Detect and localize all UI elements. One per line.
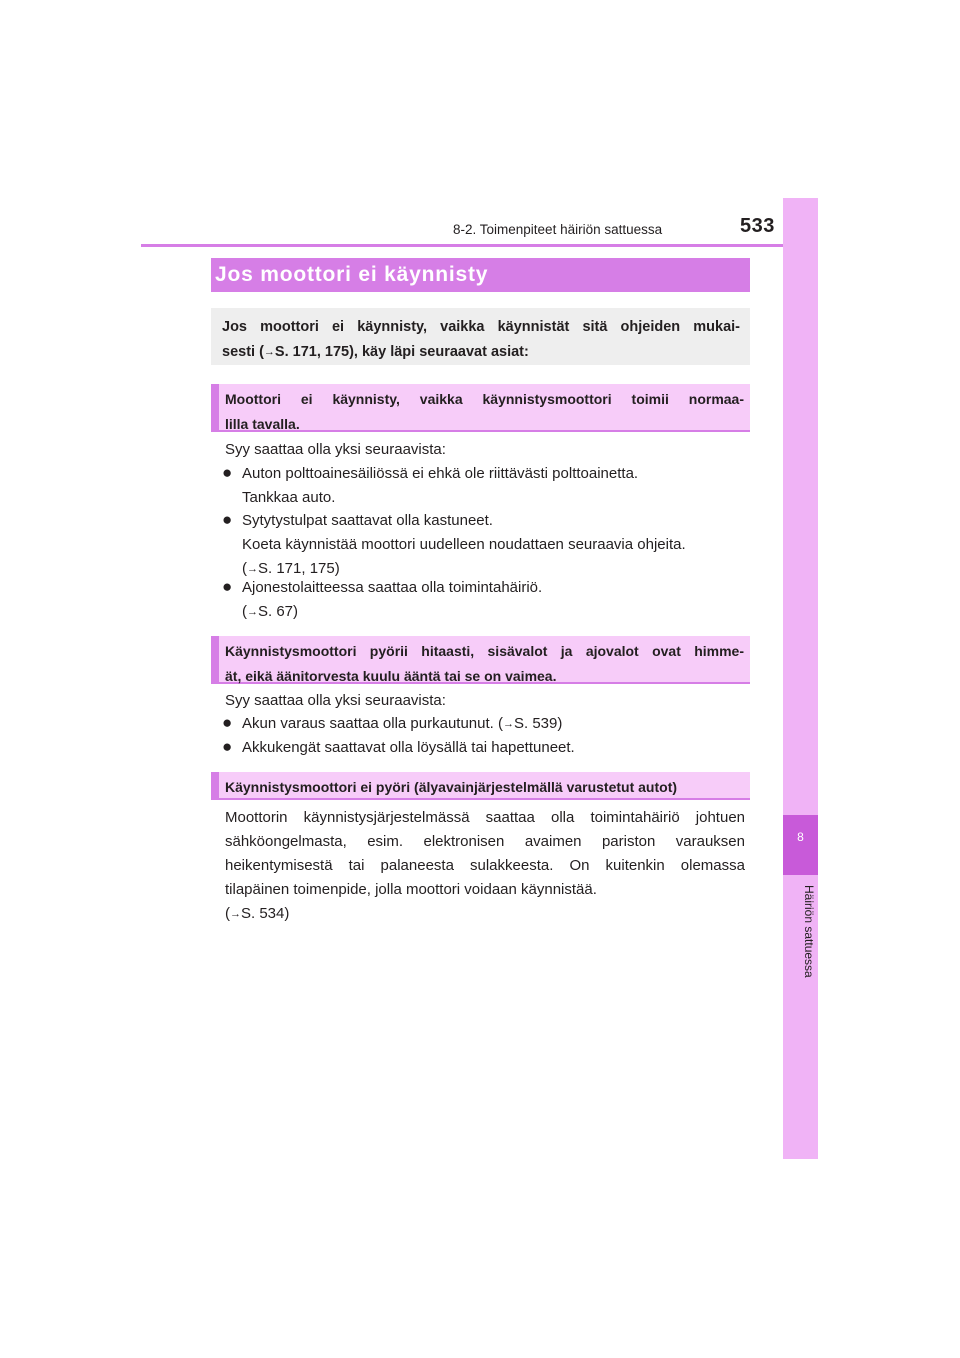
list-item <box>242 576 747 625</box>
section-heading-2 <box>211 636 750 684</box>
list-item: Akkukengät saattavat olla löysällä tai hapettuneet. <box>242 739 575 756</box>
list-item <box>242 712 747 737</box>
section-heading-3-line-1: Käynnistysmoottori ei pyöri (älyavainjärjestelmällä varustetut autot) <box>225 779 678 795</box>
section-title: 8-2. Toimenpiteet häiriön sattuessa <box>453 222 663 237</box>
page-reference[interactable]: (→S. 171, 175) <box>242 560 340 577</box>
bullet-icon: ● <box>222 713 233 732</box>
bullet-icon: ● <box>222 737 233 756</box>
reference-arrow-icon: → <box>263 346 275 358</box>
list-item-line: Tankkaa auto. <box>242 489 336 506</box>
list-item-text: Akun varaus saattaa olla purkautunut. ( <box>242 715 503 732</box>
list-item <box>242 509 747 582</box>
intro-line-2-prefix: sesti ( <box>222 344 264 360</box>
page-reference-text: S. 534) <box>241 905 290 922</box>
page-title: Jos moottori ei käynnisty <box>211 258 750 292</box>
section-heading-1-line-2: lilla tavalla. <box>225 416 300 432</box>
page-reference[interactable]: (→S. 534) <box>225 905 290 922</box>
section-heading-1-line-1: Moottori ei käynnisty, vaikka käynnistysmoottori toimii normaa- <box>225 391 744 407</box>
reference-arrow-icon: → <box>503 718 514 730</box>
list-item-line: Koeta käynnistää moottori uudelleen noudattaen seuraavia ohjeita. <box>242 536 686 553</box>
page-reference-text: S. 171, 175) <box>258 560 340 577</box>
header-divider <box>141 244 818 247</box>
section-heading-1 <box>211 384 750 432</box>
bullet-icon: ● <box>222 577 233 596</box>
intro-line-2 <box>222 340 740 366</box>
reference-arrow-icon: → <box>230 908 241 920</box>
list-item <box>242 462 747 510</box>
reference-arrow-icon: → <box>247 606 258 618</box>
paragraph-line: tilapäinen toimenpide, jolla moottori voidaan käynnistää. <box>225 881 597 898</box>
list-item-line: Sytytystulpat saattavat olla kastuneet. <box>242 512 493 529</box>
section-3-paragraph <box>225 806 745 927</box>
section-2-lead: Syy saattaa olla yksi seuraavista: <box>225 692 446 709</box>
page-reference-text: S. 67) <box>258 603 299 620</box>
intro-line-2-rest: S. 171, 175), käy läpi seuraavat asiat: <box>274 344 529 360</box>
page-number: 533 <box>740 215 775 237</box>
page-reference-text[interactable]: S. 539) <box>514 715 563 732</box>
paragraph-line: heikentymisestä tai palaneesta sulakkeesta. On kuitenkin olemassa <box>225 857 745 874</box>
section-heading-3 <box>211 772 750 800</box>
page-reference[interactable]: (→S. 67) <box>242 603 299 620</box>
section-heading-2-line-2: ät, eikä äänitorvesta kuulu ääntä tai se on vaimea. <box>225 668 557 684</box>
paragraph-line: Moottorin käynnistysjärjestelmässä saattaa olla toimintahäiriö johtuen <box>225 809 745 826</box>
chapter-side-tab <box>783 198 818 1159</box>
intro-box <box>211 308 750 365</box>
chapter-tab-active[interactable] <box>783 815 818 875</box>
paragraph-line: sähköongelmasta, esim. elektronisen avaimen pariston varauksen <box>225 833 745 850</box>
chapter-label: Häiriön sattuessa <box>802 885 816 978</box>
list-item-line: Ajonestolaitteessa saattaa olla toimintahäiriö. <box>242 579 543 596</box>
bullet-icon: ● <box>222 510 233 529</box>
section-heading-2-line-1: Käynnistysmoottori pyörii hitaasti, sisävalot ja ajovalot ovat himme- <box>225 643 744 659</box>
list-item-line: Auton polttoainesäiliössä ei ehkä ole riittävästi polttoainetta. <box>242 465 639 482</box>
section-1-lead: Syy saattaa olla yksi seuraavista: <box>225 441 446 458</box>
chapter-number: 8 <box>797 830 804 844</box>
intro-line-1: Jos moottori ei käynnisty, vaikka käynnistät sitä ohjeiden mukai- <box>222 319 740 335</box>
bullet-icon: ● <box>222 463 233 482</box>
reference-arrow-icon: → <box>247 563 258 575</box>
